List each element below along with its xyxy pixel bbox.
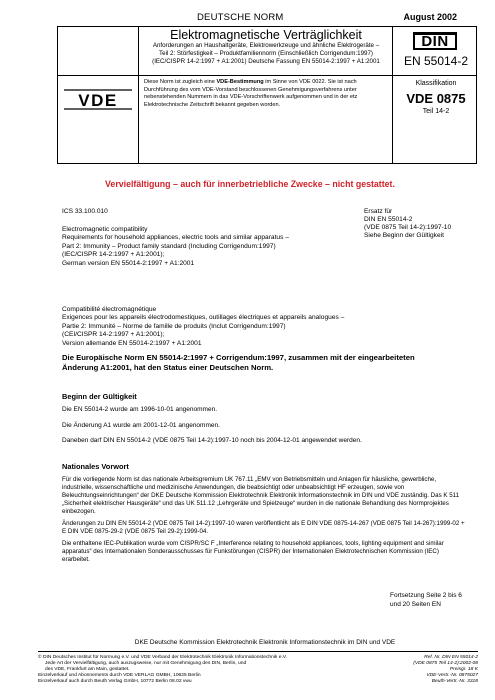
french-line: Compatibilité électromagnétique (62, 306, 157, 313)
beginn-heading: Beginn der Gültigkeit (62, 392, 137, 401)
footer-ref-line: Preisgr. 18 K (449, 667, 478, 672)
vorwort-section (62, 476, 468, 569)
notice-text: im Sinne von VDE 0022. Sie ist nach Durchführung des vom VDE-Vorstand beschlossenen Genehmigungsverfahrens unter nebenstehenden Nummern in das VDE-Vorschriftenwerk aufgenommen und in der etz Elektrotechnische Zeitschrift bekannt gegeben worden. (144, 79, 358, 108)
din-logo: DIN (413, 32, 457, 50)
footer-reference (368, 655, 478, 685)
french-line: Version allemande EN 55014-2:1997 + A1:2001 (62, 339, 202, 347)
french-line: Partie 2: Immunité – Norme de famille de produits (Inclut Corrigendum:1997) (62, 322, 286, 330)
issue-date: August 2002 (403, 12, 457, 22)
footer-ref-line: Ref. Nr. DIN EN 55014-2 (424, 655, 478, 660)
english-line: (IEC/CISPR 14-2:1997 + A1:2001); (62, 251, 165, 259)
vde-logo (64, 87, 132, 112)
footer-line: des VDE, Frankfurt am Main, gestattet. (45, 667, 130, 672)
footer-line: Einzelverkauf auch durch Beuth Verlag GmbH, 10772 Berlin 08.02 vwu (38, 679, 192, 684)
ersatz-line: DIN EN 55014-2 (364, 216, 413, 223)
french-line: (CEI/CISPR 14-2:1997 + A1:2001); (62, 331, 165, 339)
continuation-line: Fortsetzung Seite 2 bis 6 (390, 592, 462, 599)
footer-line: © DIN Deutsches Institut für Normung e.V. und VDE Verband der Elektrotechnik Elektronik Informationstechnik e.V. (38, 655, 287, 660)
beginn-line: Die EN 55014-2 wurde am 1996-10-01 angenommen. (62, 406, 218, 413)
title-box (57, 26, 477, 164)
footer-ref-line: (VDE 0875 Teil 14-2):2002-08 (413, 661, 478, 666)
footer-ref-line: VDE-Vertr.-Nr. 0875027 (426, 673, 478, 678)
footer-divider (38, 651, 478, 652)
vorwort-paragraph: Für die vorliegende Norm ist das nationale Arbeitsgremium UK 767.11 „EMV von Betriebsmitteln und Anlagen für häusliche, gewerbliche, industrielle, wissenschaftliche und medizinische Anwendungen, die beabsichtigt oder unbeabsichtigt HF erzeugen, sowie von Beleuchtungseinrichtungen“ der DKE Deutsche Kommission Elektrotechnik Elektronik Informationstechnik im DIN und VDE zuständig. Das K 511 „Sicherheit elektrischer Hausgeräte“ und das UK 511.12 „Lehrgeräte und Spielzeuge“ wurden in die nationale Behandlung des Normprojektes einbezogen. (62, 476, 460, 515)
subtitle-line: Anforderungen an Haushaltgeräte, Elektrowerkzeuge und ähnliche Elektrogeräte – (152, 42, 380, 49)
footer-ref-line: Beuth-Vertr.-Nr. 3318 (431, 679, 478, 684)
din-number: EN 55014-2 (403, 54, 469, 68)
dke-line: DKE Deutsche Kommission Elektrotechnik Elektronik Informationstechnik im DIN und VDE (134, 639, 396, 646)
footer-line: Einzelverkauf und Abonnements durch VDE VERLAG GMBH, 10625 Berlin (38, 673, 201, 678)
status-statement: Die Europäische Norm EN 55014-2:1997 + Corrigendum:1997, zusammen mit der eingearbeiteten Änderung A1:2001, hat den Status einer Deutschen Norm. (62, 353, 415, 372)
ersatz-line: Siehe Beginn der Gültigkeit (364, 232, 444, 239)
vorwort-heading: Nationales Vorwort (62, 462, 129, 471)
beginn-line: Die Änderung A1 wurde am 2001-12-01 angenommen. (62, 421, 220, 429)
english-line: German version EN 55014-2:1997 + A1:2001 (62, 259, 195, 267)
vde-logo-text: VDE (78, 91, 118, 110)
english-line: Part 2: Immunity – Product family standard (Including Corrigendum:1997) (62, 242, 276, 250)
document-subtitle (142, 42, 390, 66)
klassifikation-part: Teil 14-2 (422, 108, 450, 115)
document-title: Elektromagnetische Verträglichkeit (170, 28, 362, 42)
beginn-line: Daneben darf DIN EN 55014-2 (VDE 0875 Teil 14-2):1997-10 noch bis 2004-12-01 angewendet werden. (62, 437, 362, 444)
divider (58, 75, 476, 76)
vorwort-paragraph: Änderungen zu DIN EN 55014-2 (VDE 0875 Teil 14-2):1997-10 waren veröffentlicht als E DIN VDE 0875-14-267 (VDE 0875 Teil 14-267):1999-02 + E DIN VDE 0875-29-2 (VDE 0875 Teil 29-2):1999-04. (62, 520, 465, 535)
french-title-block (62, 306, 362, 348)
subtitle-line: (IEC/CISPR 14-2:1997 + A1:2001) Deutsche Fassung EN 55014-2:1997 + A1:2001 (152, 58, 380, 65)
ersatz-line: (VDE 0875 Teil 14-2):1997-10 (364, 224, 452, 231)
vde-notice (144, 79, 390, 109)
divider (392, 27, 393, 163)
ersatz-line: Ersatz für (364, 208, 393, 215)
notice-text: Diese Norm ist zugleich eine (144, 79, 217, 85)
klassifikation-number: VDE 0875 (406, 91, 466, 106)
vorwort-paragraph: Die enthaltene IEC-Publikation wurde vom CISPR/SC F „Interference relating to household appliances, tools, lighting equipment and similar apparatus“ des Internationalen Sonderausschusses für Funkstörungen (CISPR) der Internationalen Elektrotechnischen Kommission (IEC) erarbeitet. (62, 540, 444, 564)
norm-label: DEUTSCHE NORM (197, 12, 284, 23)
footer-copyright (38, 655, 368, 685)
beginn-section (62, 406, 462, 453)
continuation-note (390, 592, 462, 609)
english-title-block (62, 226, 362, 268)
english-line: Electromagnetic compatibility (62, 226, 148, 233)
klassifikation-label: Klassifikation (415, 80, 457, 87)
ics-code: ICS 33.100.010 (62, 208, 108, 215)
subtitle-line: Teil 2: Störfestigkeit – Produktfamiliennorm (Einschließlich Corrigendum:1997) (159, 50, 373, 57)
continuation-line: und 20 Seiten EN (390, 600, 441, 608)
page-header (57, 12, 457, 24)
ersatz-block (364, 208, 451, 240)
english-line: Requirements for household appliances, electric tools and similar apparatus – (62, 234, 289, 242)
notice-bold: VDE-Bestimmung (216, 79, 264, 85)
divider (138, 27, 139, 163)
copy-warning: Vervielfältigung – auch für innerbetriebliche Zwecke – nicht gestattet. (105, 179, 395, 189)
french-line: Exigences pour les appareils électrodomestiques, outillages électriques et appareils analogues – (62, 314, 345, 322)
footer-line: Jede Art der Vervielfältigung, auch auszugsweise, nur mit Genehmigung des DIN, Berlin, und (45, 661, 247, 666)
